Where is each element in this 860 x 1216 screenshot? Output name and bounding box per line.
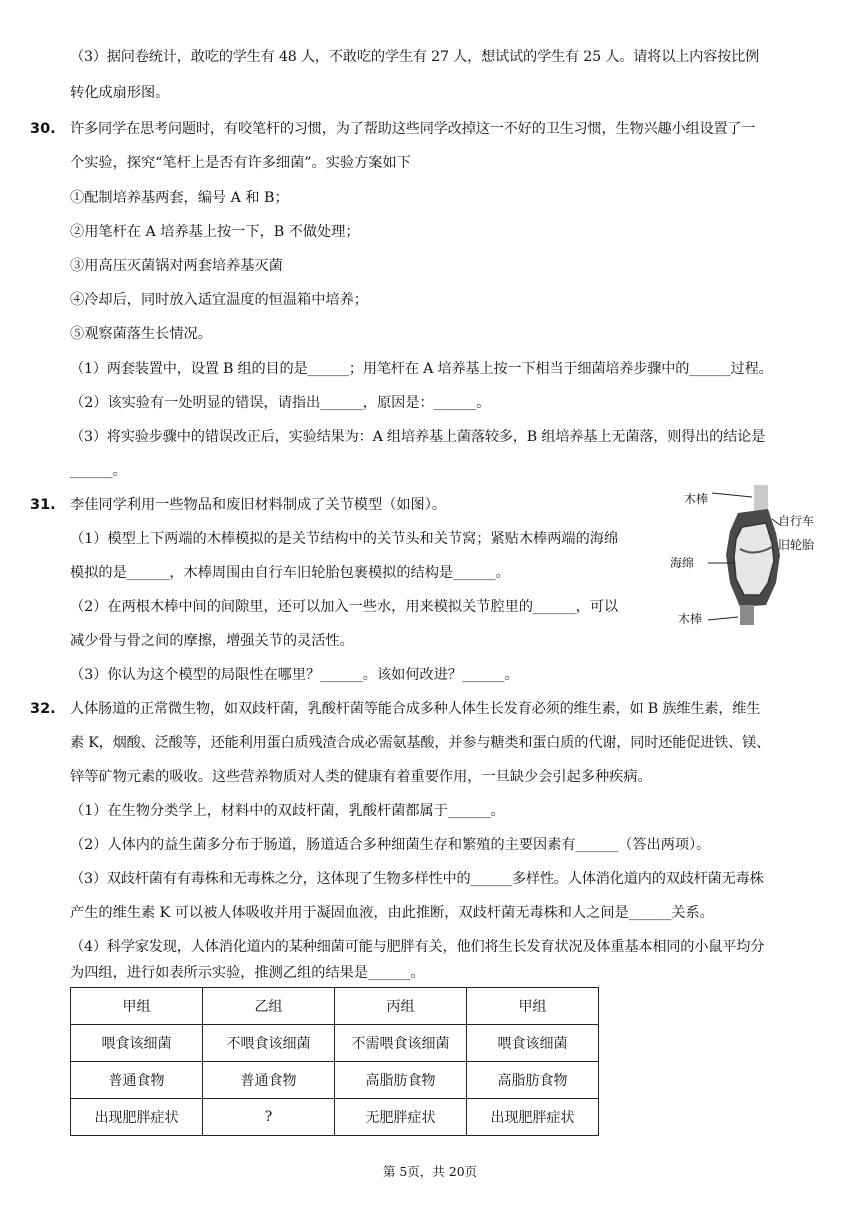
q32-sub3-line2: 产生的维生素 K 可以被人体吸收并用于凝固血液，由此推断，双歧杆菌无毒株和人之间是______关系。 <box>70 905 714 921</box>
q32-stem-line3: 锌等矿物元素的吸收。这些营养物质对人类的健康有着重要作用，一旦缺少会引起多种疾病。 <box>70 769 652 785</box>
table-cell: 喂食该细菌 <box>71 1025 203 1062</box>
table-cell: 高脂肪食物 <box>335 1062 467 1099</box>
q31-stem: 李佳同学利用一些物品和废旧材料制成了关节模型（如图）。 <box>70 497 446 513</box>
joint-model-figure <box>668 483 828 633</box>
table-header-row <box>71 988 599 1025</box>
q31-sub2-line2: 减少骨与骨之间的摩擦，增强关节的灵活性。 <box>70 633 354 649</box>
table-cell: 不喂食该细菌 <box>203 1025 335 1062</box>
q31-sub2-line1: （2）在两根木棒中间的间隙里，还可以加入一些水，用来模拟关节腔里的______，可以 <box>70 599 619 615</box>
bottom-stick-shape <box>740 605 754 625</box>
label-top-stick: 木棒 <box>684 492 709 506</box>
q30-stem-line1: 许多同学在思考问题时，有咬笔杆的习惯，为了帮助这些同学改掉这一不好的卫生习惯，生物兴趣小组设置了一 <box>70 121 756 137</box>
q30-sub3-line1: （3）将实验步骤中的错误改正后，实验结果为：A 组培养基上菌落较多，B 组培养基上无菌落，则得出的结论是 <box>70 429 766 445</box>
label-sponge: 海绵 <box>670 556 695 570</box>
table-row <box>71 1099 599 1136</box>
label-tire-2: 旧轮胎 <box>778 538 815 552</box>
q30-step-1: ①配制培养基两套，编号 A 和 B； <box>70 190 289 206</box>
q30-step-2: ②用笔杆在 A 培养基上按一下，B 不做处理； <box>70 224 360 240</box>
q32-stem-line2: 素 K，烟酸、泛酸等，还能利用蛋白质残渣合成必需氨基酸，并参与糖类和蛋白质的代谢，同时还能促进铁、镁、 <box>70 735 771 751</box>
q29-sub3-line2: 转化成扇形图。 <box>70 85 170 101</box>
table-row <box>71 1062 599 1099</box>
table-cell: 普通食物 <box>71 1062 203 1099</box>
page-footer: 第 5页，共 20页 <box>382 1164 478 1179</box>
label-bottom-stick: 木棒 <box>678 612 703 626</box>
q32-sub1: （1）在生物分类学上，材料中的双歧杆菌，乳酸杆菌都属于______。 <box>70 803 505 819</box>
q30-sub3-line2: ______。 <box>70 463 127 479</box>
sponge-shape <box>734 523 774 595</box>
table-cell: 普通食物 <box>203 1062 335 1099</box>
table-header-cell: 乙组 <box>203 988 335 1025</box>
q32-sub4-line2: 为四组，进行如表所示实验，推测乙组的结果是______。 <box>70 965 425 981</box>
q30-number: 30. <box>30 121 56 137</box>
table-cell: 无肥胖症状 <box>335 1099 467 1136</box>
table-header-cell: 甲组 <box>467 988 599 1025</box>
table-cell: 出现肥胖症状 <box>467 1099 599 1136</box>
q32-number: 32. <box>30 701 56 717</box>
q32-stem-line1: 人体肠道的正常微生物，如双歧杆菌，乳酸杆菌等能合成多种人体生长发育必须的维生素，如 B 族维生素，维生 <box>70 701 761 717</box>
table-header-cell: 丙组 <box>335 988 467 1025</box>
table-row <box>71 1025 599 1062</box>
table-header-cell: 甲组 <box>71 988 203 1025</box>
table-cell: 高脂肪食物 <box>467 1062 599 1099</box>
q30-stem-line2: 个实验，探究“笔杆上是否有许多细菌”。实验方案如下 <box>70 155 411 171</box>
q32-sub3-line1: （3）双歧杆菌有有毒株和无毒株之分，这体现了生物多样性中的______多样性。人体消化道内的双歧杆菌无毒株 <box>70 871 764 887</box>
q31-sub3: （3）你认为这个模型的局限性在哪里？______。该如何改进？______。 <box>70 667 519 683</box>
table-cell: ? <box>203 1099 335 1136</box>
q32-sub2: （2）人体内的益生菌多分布于肠道，肠道适合多种细菌生存和繁殖的主要因素有______（答出两项）。 <box>70 837 711 853</box>
q30-sub2: （2）该实验有一处明显的错误，请指出______，原因是：______。 <box>70 395 491 411</box>
q31-number: 31. <box>30 497 56 513</box>
q30-step-4: ④冷却后，同时放入适宜温度的恒温箱中培养； <box>70 292 368 308</box>
q32-sub4-line1: （4）科学家发现，人体消化道内的某种细菌可能与肥胖有关，他们将生长发育状况及体重基本相同的小鼠平均分 <box>70 939 765 955</box>
table-cell: 出现肥胖症状 <box>71 1099 203 1136</box>
q30-step-3: ③用高压灭菌锅对两套培养基灭菌 <box>70 258 283 274</box>
q30-step-5: ⑤观察菌落生长情况。 <box>70 326 212 342</box>
table-cell: 喂食该细菌 <box>467 1025 599 1062</box>
q29-sub3-line1: （3）据问卷统计，敢吃的学生有 48 人，不敢吃的学生有 27 人，想试试的学生有 25 人。请将以上内容按比例 <box>70 49 760 65</box>
q30-sub1: （1）两套装置中，设置 B 组的目的是______；用笔杆在 A 培养基上按一下相当于细菌培养步骤中的______过程。 <box>70 361 773 377</box>
experiment-table <box>70 987 599 1136</box>
label-tire-1: 自行车 <box>778 514 815 528</box>
q31-sub1-line1: （1）模型上下两端的木棒模拟的是关节结构中的关节头和关节窝；紧贴木棒两端的海绵 <box>70 531 619 547</box>
q31-sub1-line2: 模拟的是______，木棒周围由自行车旧轮胎包裹模拟的结构是______。 <box>70 565 510 581</box>
table-cell: 不需喂食该细菌 <box>335 1025 467 1062</box>
